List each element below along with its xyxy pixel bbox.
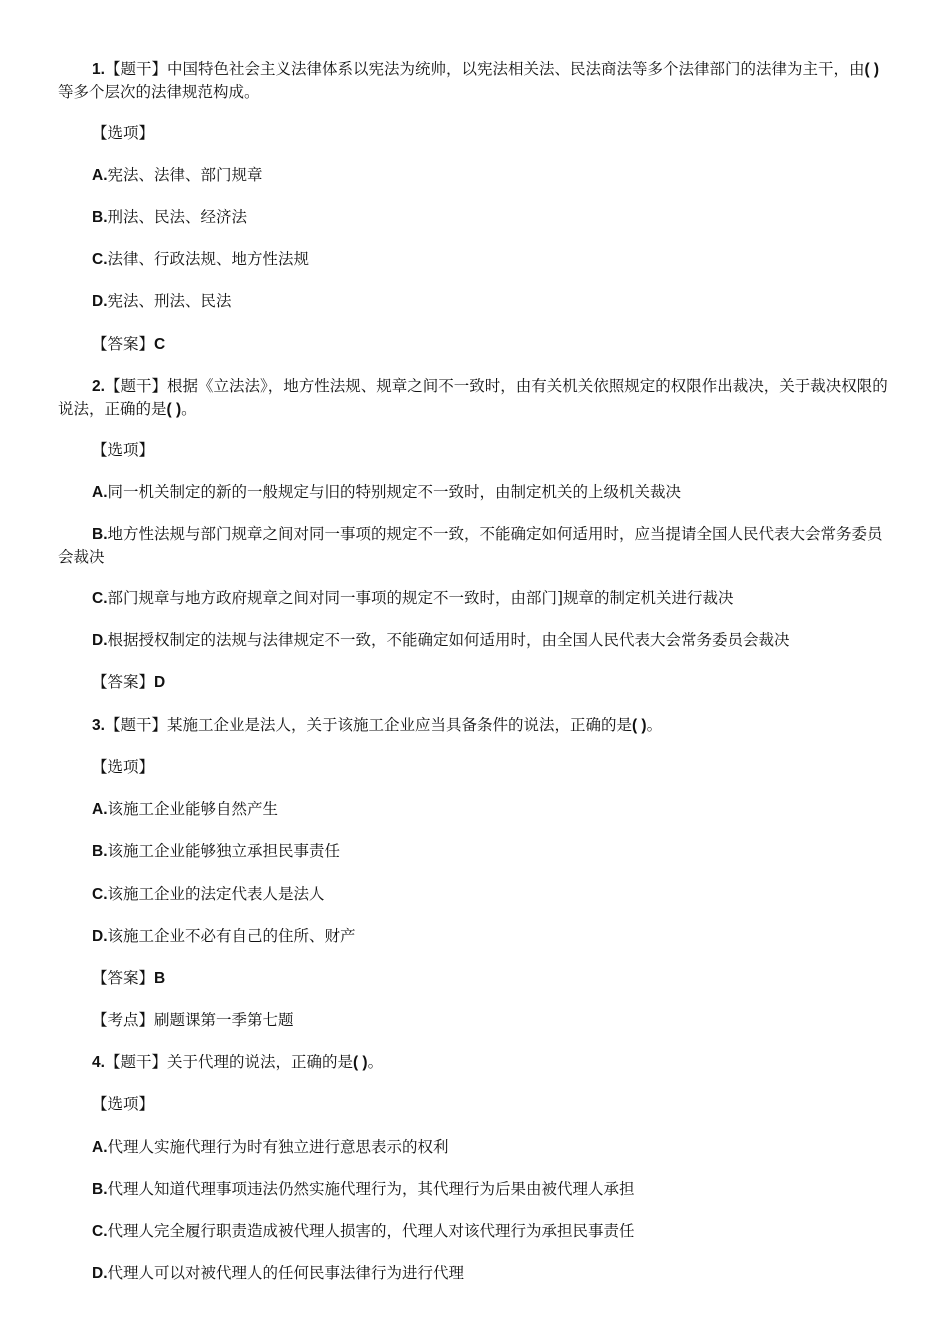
option-text: 宪法、法律、部门规章 <box>107 166 263 184</box>
options-tag: 【选项】 <box>92 758 155 776</box>
option-b <box>92 206 247 229</box>
option-b <box>58 523 894 568</box>
option-letter: A. <box>92 167 108 184</box>
option-text: 部门规章与地方政府规章之间对同一事项的规定不一致时，由部门]规章的制定机关进行裁决 <box>107 589 734 607</box>
stem-tag: 【题干】 <box>104 716 167 734</box>
option-c <box>92 1220 635 1243</box>
question-1-stem <box>58 58 894 103</box>
option-text: 法律、行政法规、地方性法规 <box>107 250 310 268</box>
option-c <box>92 883 325 906</box>
stem-tag: 【题干】 <box>104 1053 167 1071</box>
option-c <box>92 587 734 610</box>
question-number: 1. <box>92 61 105 78</box>
option-letter: B. <box>92 209 108 226</box>
answer-value: C <box>154 336 166 353</box>
question-number: 4. <box>92 1054 105 1071</box>
option-text: 该施工企业的法定代表人是法人 <box>107 885 325 903</box>
answer-tag: 【答案】 <box>92 673 155 691</box>
answer-line <box>92 671 165 694</box>
question-number: 3. <box>92 717 105 734</box>
stem-text: 关于代理的说法，正确的是 <box>166 1053 353 1071</box>
question-4-stem <box>92 1051 383 1074</box>
stem-tag: 【题干】 <box>104 60 167 78</box>
answer-line <box>92 967 165 990</box>
option-letter: D. <box>92 928 108 945</box>
stem-text: 根据《立法法》，地方性法规、规章之间不一致时，由有关机关依照规定的权限作出裁决，关于裁决权限的说法，正确的是 <box>58 377 888 418</box>
option-d <box>92 629 790 652</box>
options-tag: 【选项】 <box>92 1095 155 1113</box>
option-a <box>92 1136 449 1159</box>
stem-text-end: 。 <box>367 1053 384 1071</box>
option-b <box>92 1178 635 1201</box>
note-line <box>92 1009 294 1031</box>
option-letter: A. <box>92 484 108 501</box>
stem-text-end: 。 <box>646 716 663 734</box>
question-number: 2. <box>92 378 105 395</box>
option-text: 同一机关制定的新的一般规定与旧的特别规定不一致时，由制定机关的上级机关裁决 <box>107 483 682 501</box>
option-letter: C. <box>92 590 108 607</box>
option-text: 根据授权制定的法规与法律规定不一致，不能确定如何适用时，由全国人民代表大会常务委员会裁决 <box>107 631 790 649</box>
option-text: 该施工企业不必有自己的住所、财产 <box>107 927 356 945</box>
answer-blank: ( ) <box>166 401 182 418</box>
option-letter: D. <box>92 632 108 649</box>
option-letter: B. <box>92 526 108 543</box>
note-text: 刷题课第一季第七题 <box>154 1011 294 1029</box>
question-2-stem <box>58 375 894 421</box>
option-letter: C. <box>92 1223 108 1240</box>
option-letter: B. <box>92 1181 108 1198</box>
option-a <box>92 798 278 821</box>
option-text: 宪法、刑法、民法 <box>107 292 232 310</box>
stem-tag: 【题干】 <box>104 377 167 395</box>
option-a <box>92 481 681 504</box>
question-3-stem <box>92 714 662 737</box>
option-a <box>92 164 263 187</box>
stem-text-end: 。 <box>181 400 197 418</box>
option-text: 该施工企业能够自然产生 <box>107 800 279 818</box>
option-letter: A. <box>92 801 108 818</box>
answer-line <box>92 333 165 356</box>
answer-blank: ( ) <box>352 1054 368 1071</box>
answer-value: B <box>154 970 166 987</box>
stem-text-end: 等多个层次的法律规范构成。 <box>58 83 260 101</box>
option-letter: C. <box>92 251 108 268</box>
option-text: 代理人知道代理事项违法仍然实施代理行为，其代理行为后果由被代理人承担 <box>107 1180 635 1198</box>
option-c <box>92 248 309 271</box>
answer-blank: ( ) <box>631 717 647 734</box>
answer-blank: ( ) <box>864 61 880 78</box>
options-tag: 【选项】 <box>92 441 155 459</box>
option-d <box>92 290 232 313</box>
option-text: 刑法、民法、经济法 <box>107 208 248 226</box>
option-text: 该施工企业能够独立承担民事责任 <box>107 842 341 860</box>
note-tag: 【考点】 <box>92 1011 155 1029</box>
option-text: 代理人完全履行职责造成被代理人损害的，代理人对该代理行为承担民事责任 <box>107 1222 635 1240</box>
option-letter: D. <box>92 1265 108 1282</box>
option-b <box>92 840 340 863</box>
stem-text: 某施工企业是法人，关于该施工企业应当具备条件的说法，正确的是 <box>166 716 632 734</box>
answer-tag: 【答案】 <box>92 969 155 987</box>
answer-tag: 【答案】 <box>92 335 155 353</box>
option-text: 地方性法规与部门规章之间对同一事项的规定不一致，不能确定如何适用时，应当提请全国人民代表大会常务委员会裁决 <box>58 525 883 566</box>
option-letter: B. <box>92 843 108 860</box>
options-tag: 【选项】 <box>92 124 155 142</box>
option-letter: A. <box>92 1139 108 1156</box>
option-text: 代理人可以对被代理人的任何民事法律行为进行代理 <box>107 1264 465 1282</box>
option-letter: D. <box>92 293 108 310</box>
option-d <box>92 1262 464 1285</box>
option-d <box>92 925 356 948</box>
option-letter: C. <box>92 886 108 903</box>
option-text: 代理人实施代理行为时有独立进行意思表示的权利 <box>107 1138 449 1156</box>
stem-text: 中国特色社会主义法律体系以宪法为统帅，以宪法相关法、民法商法等多个法律部门的法律为主干，由 <box>166 60 865 78</box>
answer-value: D <box>154 674 166 691</box>
